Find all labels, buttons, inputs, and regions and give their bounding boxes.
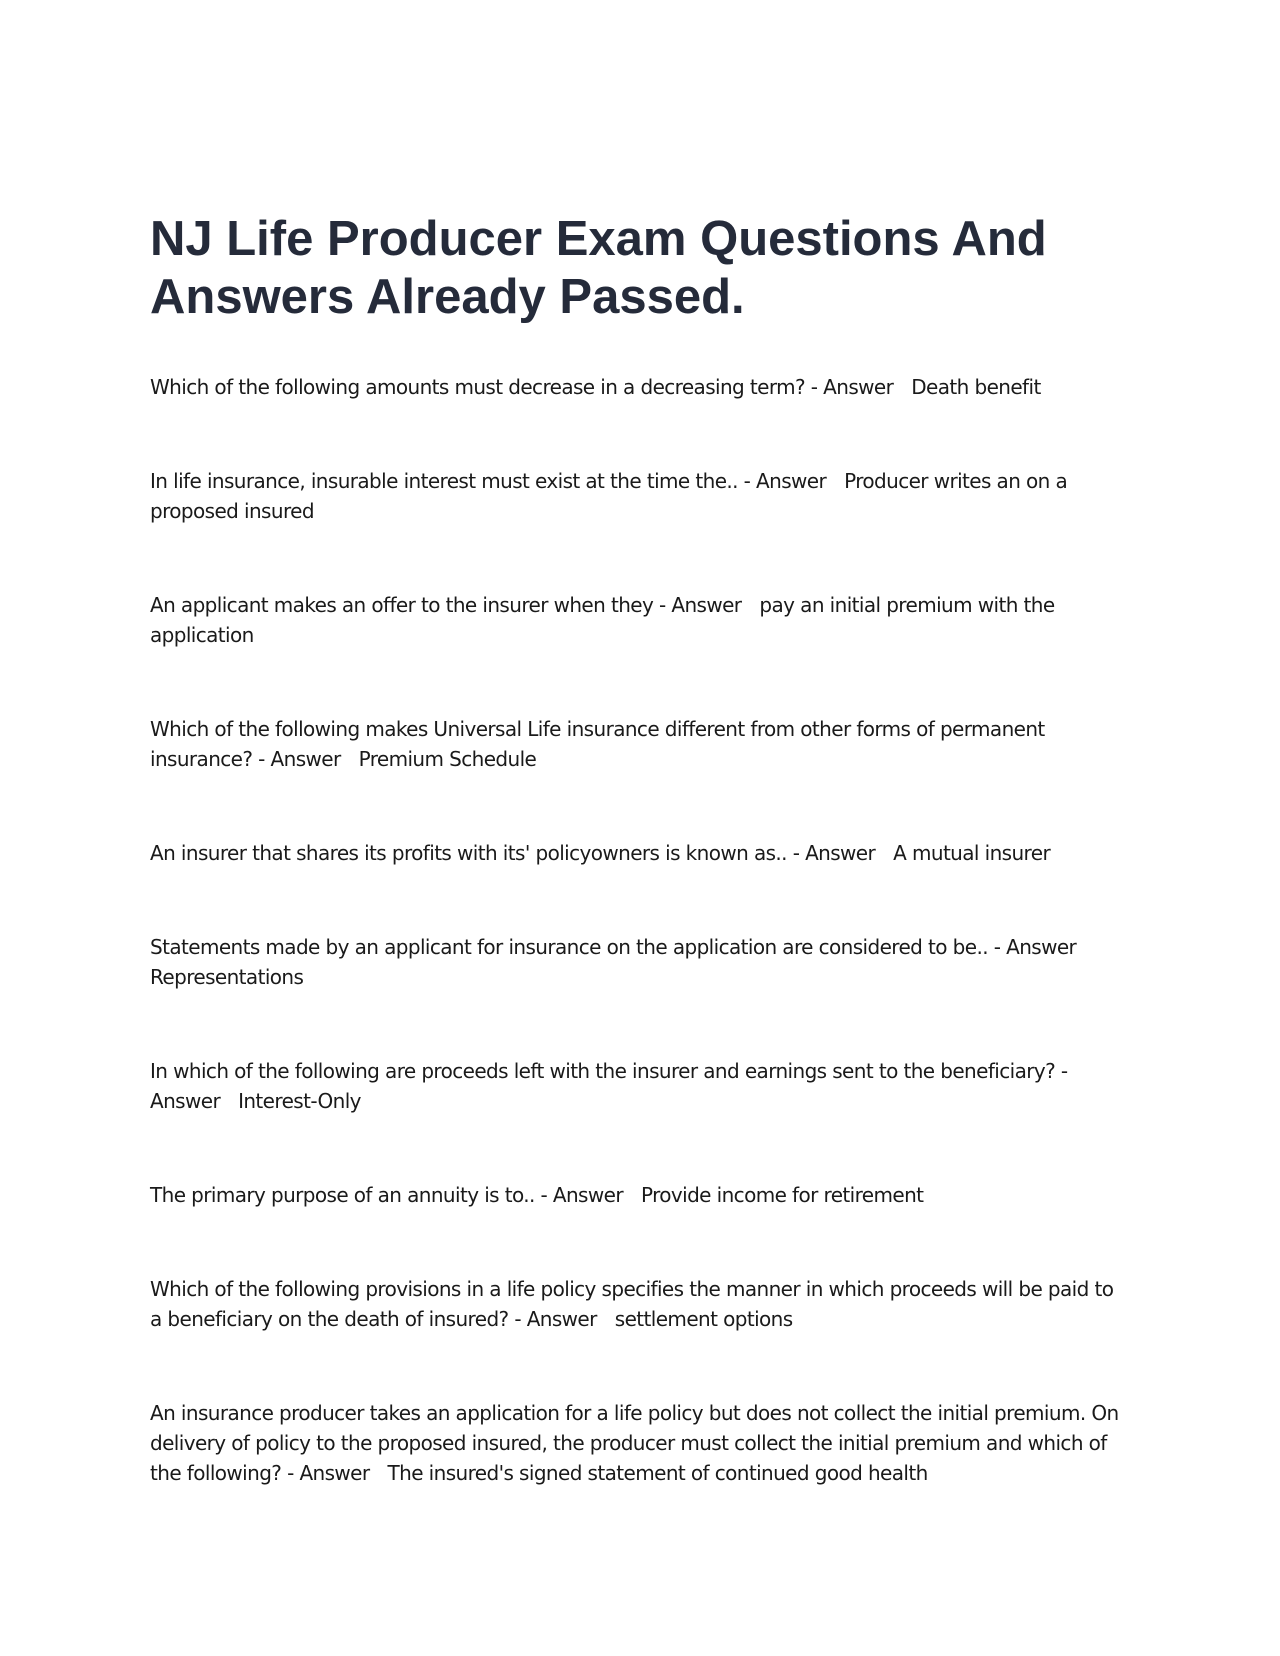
qa-item-6 (150, 932, 1130, 992)
question-text: An insurance producer takes an application for a life policy but does not collect the initial premium. On delivery of policy to the proposed insured, the producer must collect the initial premium and which of the following? - Answer (150, 1401, 1119, 1485)
question-text: Which of the following makes Universal Life insurance different from other forms of permanent insurance? - Answer (150, 717, 1045, 771)
qa-item-8 (150, 1180, 1130, 1210)
qa-item-7 (150, 1056, 1130, 1116)
answer-text: pay an initial premium with the application (150, 593, 1055, 647)
question-text: The primary purpose of an annuity is to.. - Answer (150, 1183, 623, 1207)
question-text: In which of the following are proceeds left with the insurer and earnings sent to the beneficiary? - Answer (150, 1059, 1068, 1113)
qa-item-10 (150, 1398, 1130, 1488)
document-page (150, 210, 1130, 1488)
answer-text: Producer writes an on a proposed insured (150, 469, 1068, 523)
question-text: An applicant makes an offer to the insurer when they - Answer (150, 593, 742, 617)
qa-item-1 (150, 372, 1130, 402)
qa-item-2 (150, 466, 1130, 526)
question-text: An insurer that shares its profits with its' policyowners is known as.. - Answer (150, 841, 876, 865)
answer-text: Premium Schedule (358, 747, 537, 771)
question-text: In life insurance, insurable interest must exist at the time the.. - Answer (150, 469, 827, 493)
answer-text: A mutual insurer (893, 841, 1051, 865)
qa-item-4 (150, 714, 1130, 774)
qa-item-9 (150, 1274, 1130, 1334)
answer-text: The insured's signed statement of continued good health (387, 1461, 928, 1485)
question-text: Which of the following amounts must decrease in a decreasing term? - Answer (150, 375, 894, 399)
answer-text: Death benefit (911, 375, 1041, 399)
answer-text: Provide income for retirement (640, 1183, 924, 1207)
question-text: Which of the following provisions in a life policy specifies the manner in which proceeds will be paid to a beneficiary on the death of insured? - Answer (150, 1277, 1114, 1331)
question-text: Statements made by an applicant for insurance on the application are considered to be.. - Answer (150, 935, 1077, 959)
answer-text: Interest-Only (238, 1089, 361, 1113)
qa-item-5 (150, 838, 1130, 868)
answer-text: Representations (150, 965, 304, 989)
qa-item-3 (150, 590, 1130, 650)
answer-text: settlement options (614, 1307, 793, 1331)
document-title: NJ Life Producer Exam Questions And Answers Already Passed. (150, 212, 1047, 324)
